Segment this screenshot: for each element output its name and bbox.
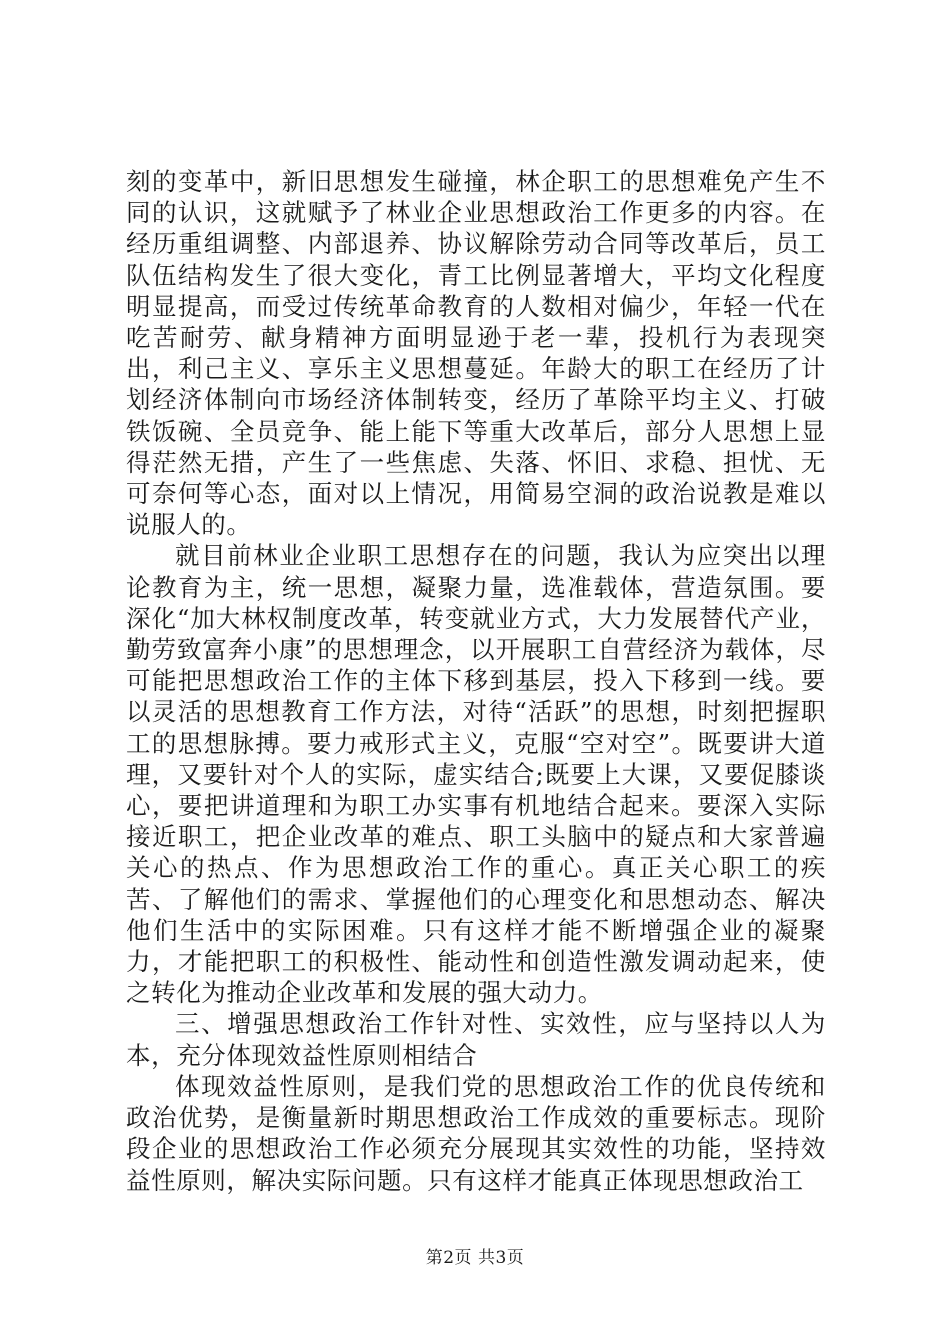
- paragraph-continuation: 刻的变革中，新旧思想发生碰撞，林企职工的思想难免产生不同的认识，这就赋予了林业企业思想政治工作更多的内容。在经历重组调整、内部退养、协议解除劳动合同等改革后，员工队伍结构发生了很大变化，青工比例显著增大，平均文化程度明显提高，而受过传统革命教育的人数相对偏少，年轻一代在吃苦耐劳、献身精神方面明显逊于老一辈，投机行为表现突出，利己主义、享乐主义思想蔓延。年龄大的职工在经历了计划经济体制向市场经济体制转变，经历了革除平均主义、打破铁饭碗、全员竞争、能上能下等重大改革后，部分人思想上显得茫然无措，产生了一些焦虑、失落、怀旧、求稳、担忧、无可奈何等心态，面对以上情况，用简易空洞的政治说教是难以说服人的。: [126, 167, 826, 540]
- page-number-footer: 第2页 共3页: [425, 1248, 525, 1268]
- paragraph-forestry-workers-thoughts: 就目前林业企业职工思想存在的问题，我认为应突出以理论教育为主，统一思想，凝聚力量，选准载体，营造氛围。要深化“加大林权制度改革，转变就业方式，大力发展替代产业，勤劳致富奔小康”的思想理念，以开展职工自营经济为载体，尽可能把思想政治工作的主体下移到基层，投入下移到一线。要以灵活的思想教育工作方法，对待“活跃”的思想，时刻把握职工的思想脉搏。要力戒形式主义，克服“空对空”。既要讲大道理，又要针对个人的实际，虚实结合;既要上大课，又要促膝谈心，要把讲道理和为职工办实事有机地结合起来。要深入实际接近职工，把企业改革的难点、职工头脑中的疑点和大家普遍关心的热点、作为思想政治工作的重心。真正关心职工的疾苦、了解他们的需求、掌握他们的心理变化和思想动态、解决他们生活中的实际困难。只有这样才能不断增强企业的凝聚力，才能把职工的积极性、能动性和创造性激发调动起来，使之转化为推动企业改革和发展的强大动力。: [126, 541, 826, 1008]
- paragraph-efficiency-principle: 体现效益性原则，是我们党的思想政治工作的优良传统和政治优势，是衡量新时期思想政治工作成效的重要标志。现阶段企业的思想政治工作必须充分展现其实效性的功能，坚持效益性原则，解决实际问题。只有这样才能真正体现思想政治工: [126, 1071, 826, 1195]
- document-body: [126, 166, 826, 1196]
- section-heading-three: 三、增强思想政治工作针对性、实效性，应与坚持以人为本，充分体现效益性原则相结合: [126, 1009, 826, 1070]
